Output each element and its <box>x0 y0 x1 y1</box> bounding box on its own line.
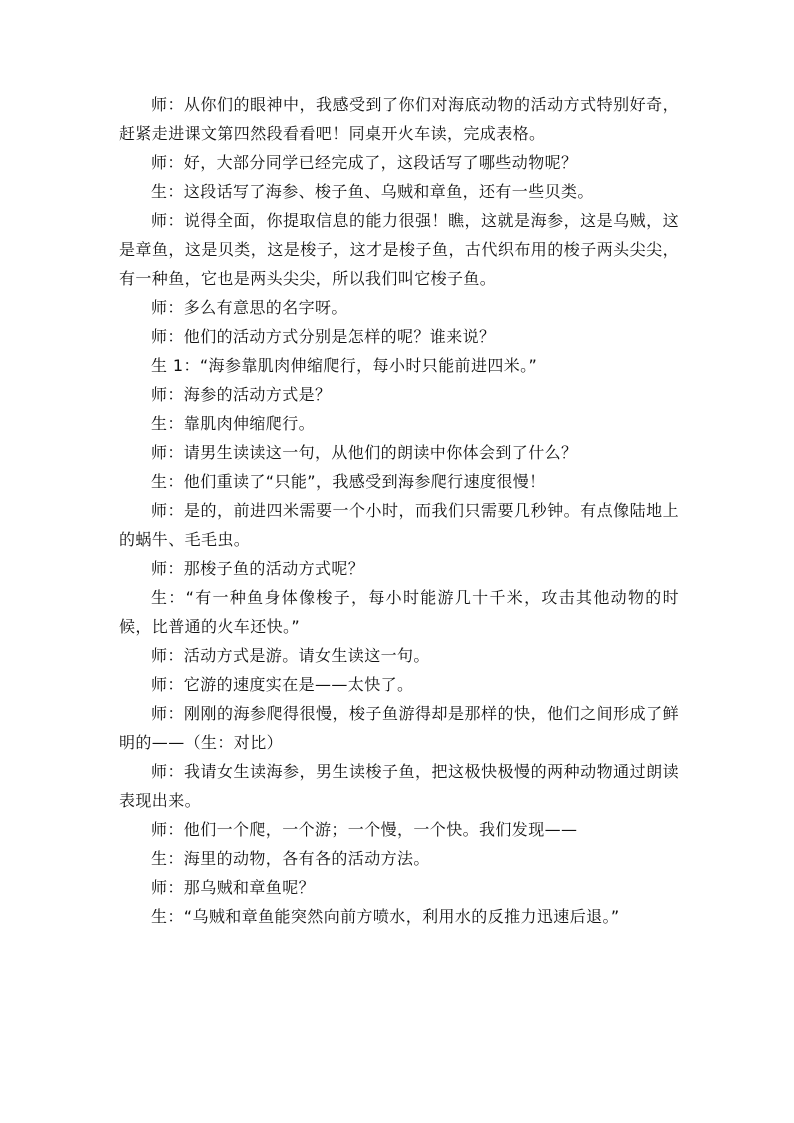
paragraph: 生：“乌贼和章鱼能突然向前方喷水，利用水的反推力迅速后退。” <box>151 907 620 926</box>
paragraph: 生：这段话写了海参、梭子鱼、乌贼和章鱼，还有一些贝类。 <box>151 182 594 201</box>
paragraph: 师：活动方式是游。请女生读这一句。 <box>151 646 430 665</box>
paragraph: 生：他们重读了“只能”，我感受到海参爬行速度很慢！ <box>151 472 546 491</box>
paragraph: 师：海参的活动方式是？ <box>151 385 332 404</box>
paragraph: 师：刚刚的海参爬得很慢，梭子鱼游得却是那样的快，他们之间形成了鲜明的——（生：对比） <box>119 704 679 752</box>
paragraph: 师：它游的速度实在是——太快了。 <box>151 675 414 694</box>
paragraph: 师：那乌贼和章鱼呢？ <box>151 878 316 897</box>
paragraph: 师：那梭子鱼的活动方式呢？ <box>151 559 365 578</box>
paragraph: 师：请男生读读这一句，从他们的朗读中你体会到了什么？ <box>151 443 578 462</box>
paragraph: 生 1：“海参靠肌肉伸缩爬行，每小时只能前进四米。” <box>151 356 538 375</box>
paragraph: 生：海里的动物，各有各的活动方法。 <box>151 849 430 868</box>
document-body <box>119 90 679 931</box>
paragraph: 师：说得全面，你提取信息的能力很强！瞧，这就是海参，这是乌贼，这是章鱼，这是贝类，这是梭子，这才是梭子鱼，古代织布用的梭子两头尖尖，有一种鱼，它也是两头尖尖，所以我们叫它梭子鱼。 <box>119 211 679 288</box>
paragraph: 生：“有一种鱼身体像梭子，每小时能游几十千米，攻击其他动物的时候，比普通的火车还快。” <box>119 588 679 636</box>
paragraph: 师：多么有意思的名字呀。 <box>151 298 348 317</box>
paragraph: 师：他们一个爬，一个游；一个慢，一个快。我们发现—— <box>151 820 578 839</box>
paragraph: 师：他们的活动方式分别是怎样的呢？谁来说？ <box>151 327 496 346</box>
paragraph: 师：是的，前进四米需要一个小时，而我们只需要几秒钟。有点像陆地上的蜗牛、毛毛虫。 <box>119 501 679 549</box>
paragraph: 师：好，大部分同学已经完成了，这段话写了哪些动物呢？ <box>151 153 578 172</box>
paragraph: 师：我请女生读海参，男生读梭子鱼，把这极快极慢的两种动物通过朗读表现出来。 <box>119 762 679 810</box>
paragraph: 师：从你们的眼神中，我感受到了你们对海底动物的活动方式特别好奇，赶紧走进课文第四然段看看吧！同桌开火车读，完成表格。 <box>119 95 679 143</box>
paragraph: 生：靠肌肉伸缩爬行。 <box>151 414 316 433</box>
